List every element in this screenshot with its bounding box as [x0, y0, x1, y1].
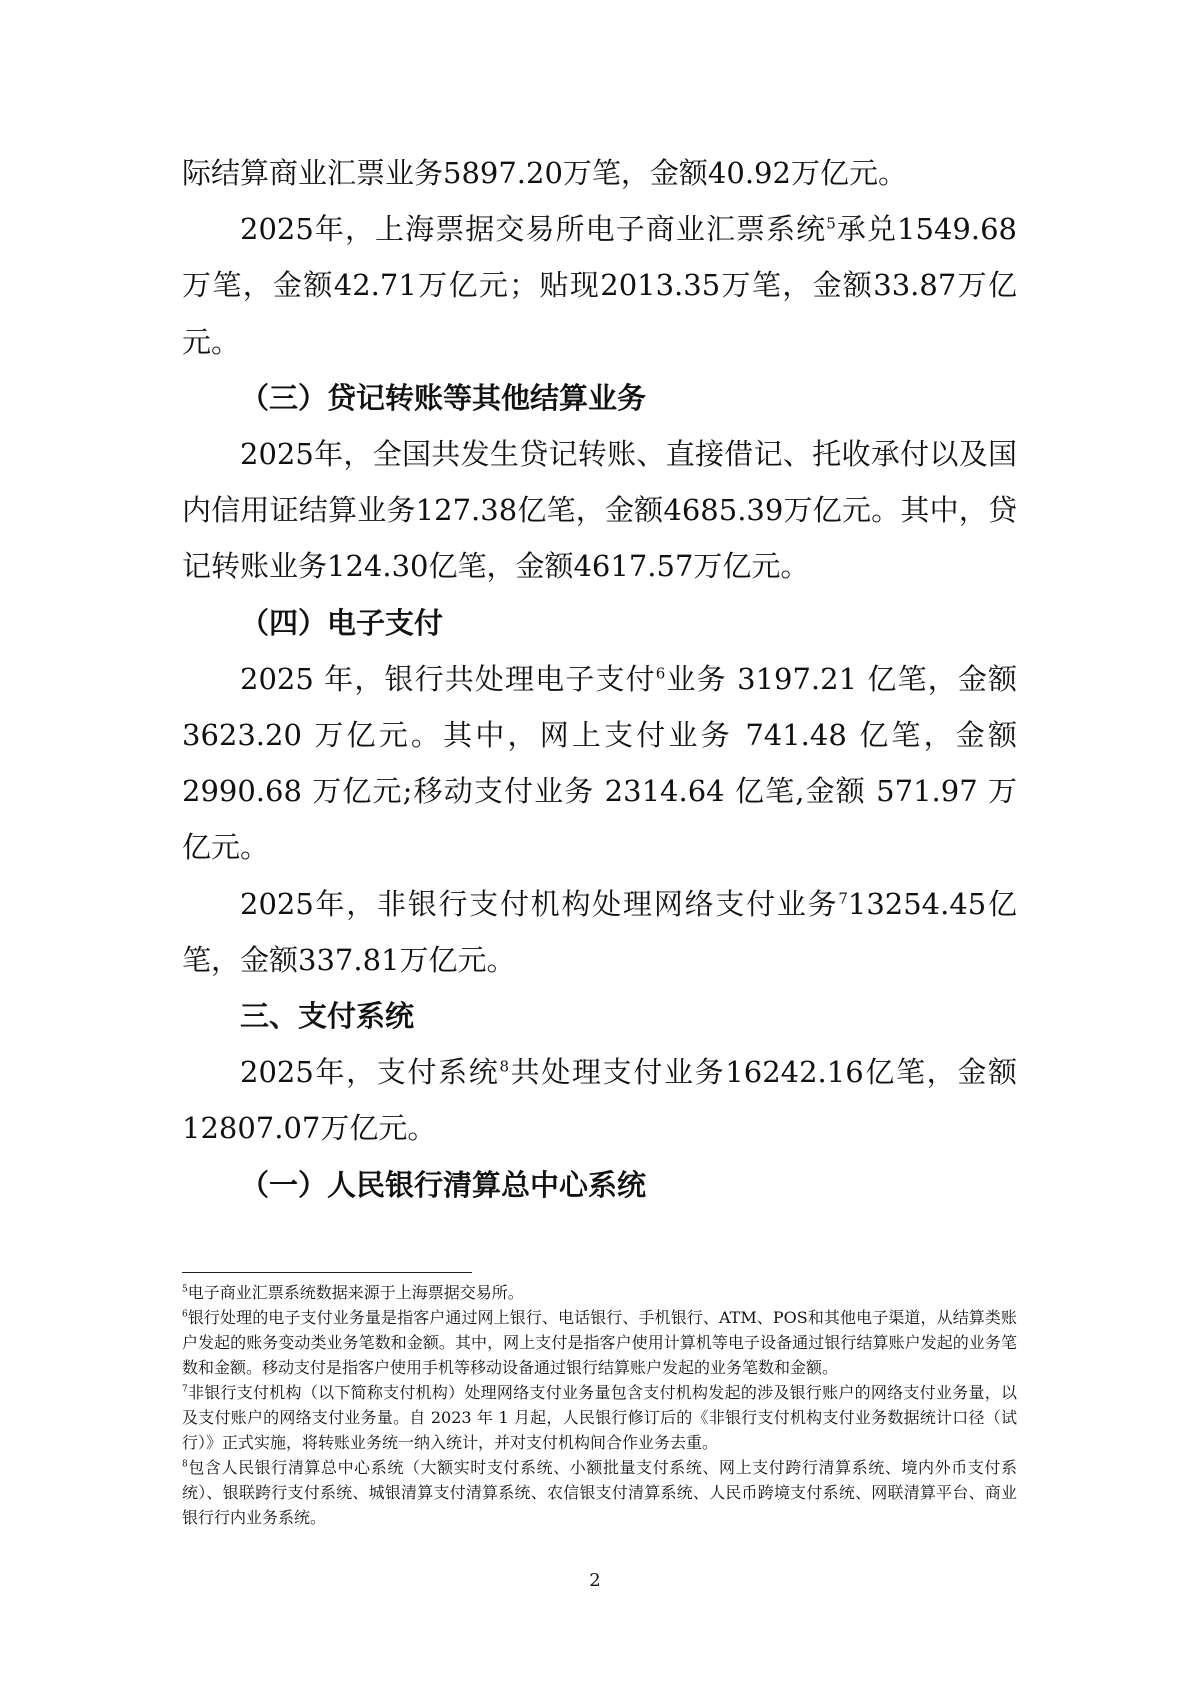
paragraph-text: 2025年，上海票据交易所电子商业汇票系统 [240, 212, 827, 247]
footnote-number: 8 [182, 1459, 188, 1470]
footnote-number: 6 [182, 1309, 188, 1320]
section-heading-payment-systems: 三、支付系统 [240, 999, 415, 1034]
footnote-ref-8[interactable]: 8 [499, 1057, 509, 1076]
paragraph-nonbank-payment [182, 876, 1017, 988]
body-text [182, 145, 1017, 1213]
paragraph-commercial-bills [182, 201, 1017, 370]
footnote-5 [182, 1280, 1017, 1305]
section-heading-credit-transfer: （三）贷记转账等其他结算业务 [240, 380, 647, 415]
footnote-ref-6[interactable]: 6 [655, 664, 666, 683]
page-number: 2 [589, 1570, 601, 1591]
section-heading-electronic-payment: （四）电子支付 [240, 605, 444, 640]
section-heading-clearing-center: （一）人民银行清算总中心系统 [240, 1167, 647, 1202]
paragraph-text: 承兑1549.68万笔，金额42.71万亿元；贴现2013.35万笔，金额33.87万亿元。 [182, 212, 1017, 359]
paragraph-text: 2025 年，银行共处理电子支付 [240, 661, 656, 696]
paragraph-payment-systems [182, 1044, 1017, 1156]
paragraph-text: 际结算商业汇票业务5897.20万笔，金额40.92万亿元。 [182, 156, 907, 190]
footnote-number: 7 [182, 1384, 188, 1395]
paragraph-electronic-payment [182, 651, 1017, 876]
footnote-ref-7[interactable]: 7 [838, 888, 848, 907]
paragraph-credit-transfer: 2025年，全国共发生贷记转账、直接借记、托收承付以及国内信用证结算业务127.38亿笔，金额4685.39万亿元。其中，贷记转账业务124.30亿笔，金额4617.57万亿元。 [182, 437, 1017, 584]
footnote-8 [182, 1455, 1017, 1530]
footnote-text: 银行处理的电子支付业务量是指客户通过网上银行、电话银行、手机银行、ATM、POS和其他电子渠道，从结算类账户发起的账务变动类业务笔数和金额。其中，网上支付是指客户使用计算机等电子设备通过银行结算账户发起的业务笔数和金额。移动支付是指客户使用手机等移动设备通过银行结算账户发起的业务笔数和金额。 [182, 1308, 1017, 1377]
footnote-divider [182, 1272, 472, 1273]
footnote-text: 包含人民银行清算总中心系统（大额实时支付系统、小额批量支付系统、网上支付跨行清算系统、境内外币支付系统）、银联跨行支付系统、城银清算支付清算系统、农信银支付清算系统、人民币跨境支付系统、网联清算平台、商业银行行内业务系统。 [182, 1458, 1017, 1527]
paragraph-text: 2025年，支付系统 [240, 1055, 500, 1090]
footnote-text: 非银行支付机构（以下简称支付机构）处理网络支付业务量包含支付机构发起的涉及银行账户的网络支付业务量，以及支付账户的网络支付业务量。自 2023 年 1 月起，人民银行修订后的《非银行支付机构支付业务数据统计口径（试行）》正式实施，将转账业务统一纳入统计，并对支付机构间合作业务去重。 [182, 1383, 1017, 1452]
paragraph-text: 共处理支付业务16242.16亿笔，金额12807.07万亿元。 [182, 1055, 1017, 1146]
footnote-number: 5 [182, 1284, 188, 1295]
paragraph-text: 13254.45亿笔，金额337.81万亿元。 [182, 886, 1017, 977]
footnote-7 [182, 1380, 1017, 1455]
paragraph-text: 2025年，非银行支付机构处理网络支付业务 [240, 886, 839, 921]
footnote-ref-5[interactable]: 5 [826, 214, 836, 233]
paragraph-continuation [182, 145, 1017, 201]
paragraph-text: 业务 3197.21 亿笔，金额 3623.20 万亿元。其中，网上支付业务 741.48 亿笔，金额 2990.68 万亿元;移动支付业务 2314.64 亿笔,金额 571.97 万亿元。 [182, 661, 1017, 865]
footnote-6 [182, 1305, 1017, 1380]
footnotes [182, 1280, 1017, 1530]
footnote-text: 电子商业汇票系统数据来源于上海票据交易所。 [187, 1283, 524, 1302]
